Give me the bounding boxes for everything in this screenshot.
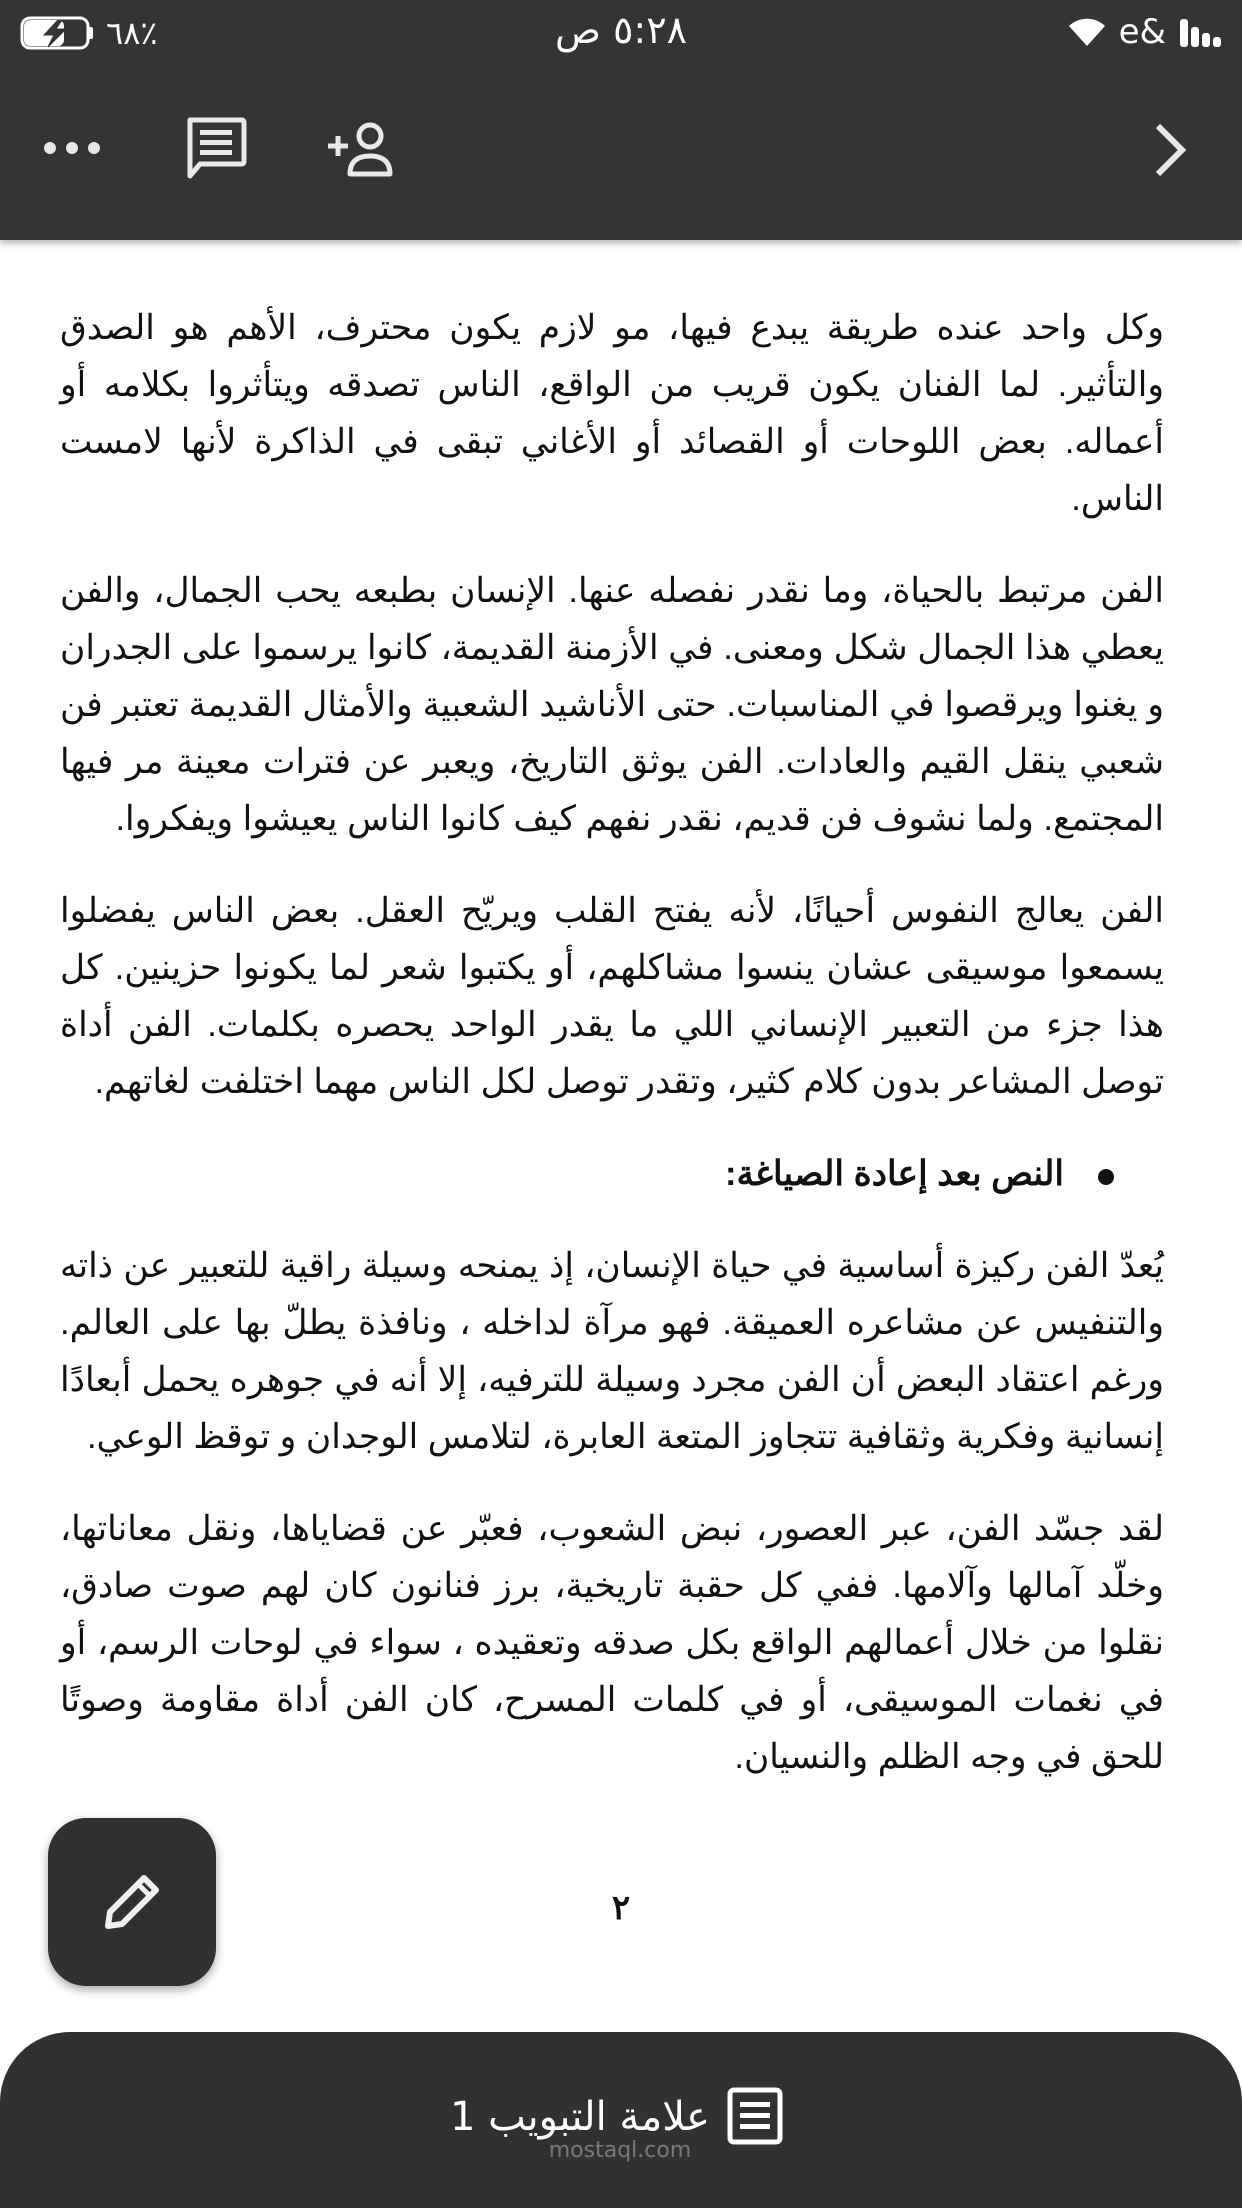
battery-percent: ٪٦٨	[106, 14, 158, 52]
bottom-bar[interactable]	[0, 2032, 1242, 2208]
paragraph: الفن يعالج النفوس أحيانًا، لأنه يفتح القلب ويريّح العقل. بعض الناس يفضلوا يسمعوا موسيقى عشان ينسوا مشاكلهم، أو يكتبوا شعر لما يكونوا حزينين. كل هذا جزء من التعبير الإنساني اللي ما يقدر الواحد يحصره بكلمات. الفن أداة توصل المشاعر بدون كلام كثير، وتقدر توصل لكل الناس مهما اختلفت لغاتهم.	[60, 892, 1164, 1101]
page-number: ٢	[611, 1889, 631, 1927]
paragraph: لقد جسّد الفن، عبر العصور، نبض الشعوب، فعبّر عن قضاياها، ونقل معاناتها، وخلّد آمالها وآلامها. ففي كل حقبة تاريخية، برز فنانون كان لهم صوت صادق، نقلوا من خلال أعمالهم الواقع بكل صدقه وتعقيده ، سواء في لوحات الرسم، أو في نغمات الموسيقى، أو في كلمات المسرح، كان الفن أداة مقاومة وصوتًا للحق في وجه الظلم والنسيان.	[60, 1510, 1164, 1776]
wifi-icon	[1067, 16, 1107, 48]
paragraph: الفن مرتبط بالحياة، وما نقدر نفصله عنها. الإنسان بطبعه يحب الجمال، والفن يعطي هذا الجمال شكل ومعنى. في الأزمنة القديمة، كانوا يرسموا على الجدران و يغنوا ويرقصوا في المناسبات. حتى الأناشيد الشعبية والأمثال القديمة تعتبر فن شعبي ينقل القيم والعادات. الفن يوثق التاريخ، ويعبر عن فترات معينة مر فيها المجتمع. ولما نشوف فن قديم، نقدر نفهم كيف كانوا الناس يعيشوا ويفكروا.	[60, 572, 1164, 838]
document-body[interactable]	[60, 300, 1164, 1821]
bullet-heading	[60, 1146, 1164, 1203]
pencil-icon	[96, 1866, 168, 1938]
signal-icon	[1178, 15, 1222, 49]
paragraph: وكل واحد عنده طريقة يبدع فيها، مو لازم يكون محترف، الأهم هو الصدق والتأثير. لما الفنان يكون قريب من الواقع، الناس تصدقه ويتأثروا بكلامه أو أعماله. بعض اللوحات أو القصائد أو الأغاني تبقى في الذاكرة لأنها لامست الناس.	[60, 309, 1164, 518]
tab-label[interactable]: علامة التبويب 1	[450, 2094, 711, 2140]
paragraph: يُعدّ الفن ركيزة أساسية في حياة الإنسان، إذ يمنحه وسيلة راقية للتعبير عن ذاته والتنفيس عن مشاعره العميقة. فهو مرآة لداخله ، ونافذة يطلّ بها على العالم. ورغم اعتقاد البعض أن الفن مجرد وسيلة للترفيه، إلا أنه في جوهره يحمل أبعادًا إنسانية وفكرية وثقافية تتجاوز المتعة العابرة، لتلامس الوجدان و توقظ الوعي.	[60, 1247, 1164, 1456]
chevron-right-icon[interactable]	[1150, 122, 1190, 178]
status-bar	[0, 0, 1242, 62]
heading-text: النص بعد إعادة الصياغة:	[725, 1155, 1064, 1193]
clock: ٥:٢٨ ص	[554, 8, 688, 52]
edit-button[interactable]	[48, 1818, 216, 1986]
connectivity	[1067, 12, 1222, 52]
more-icon[interactable]	[40, 128, 104, 168]
app-toolbar	[0, 62, 1242, 240]
watermark: mostaql.com	[548, 2138, 692, 2163]
bookmark-list-icon[interactable]	[726, 2086, 784, 2146]
carrier-name: e&	[1118, 12, 1166, 52]
add-person-icon[interactable]	[324, 120, 396, 180]
bullet-icon	[1098, 1169, 1114, 1185]
comment-icon[interactable]	[184, 116, 248, 182]
